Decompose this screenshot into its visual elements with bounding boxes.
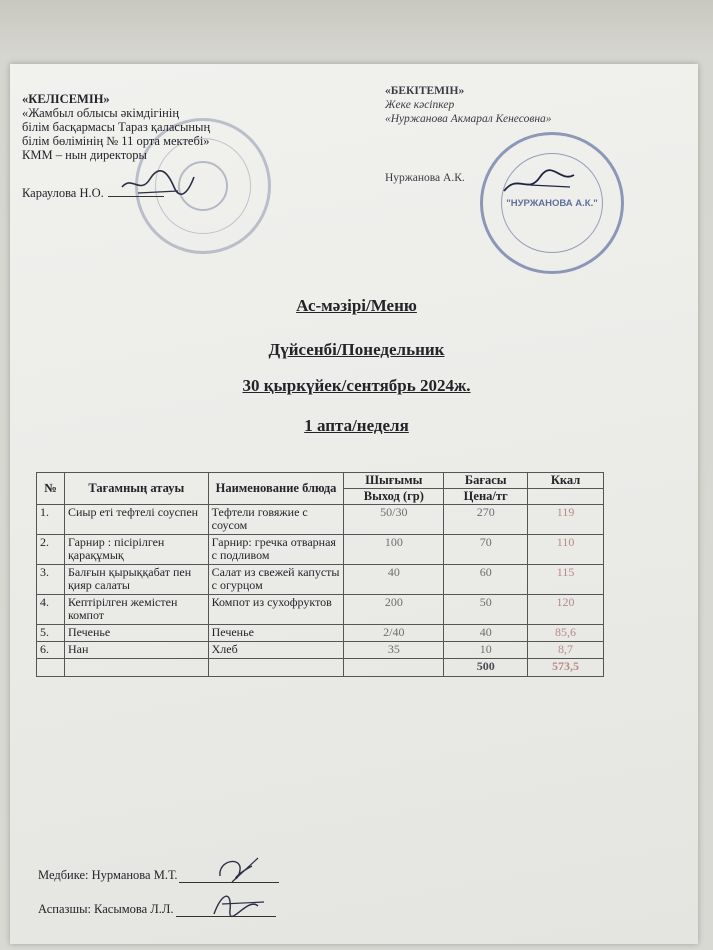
day-title: Дүйсенбі/Понедельник xyxy=(268,340,445,359)
total-price: 500 xyxy=(444,659,528,677)
table-total-row xyxy=(37,659,604,677)
approval-right-line2: «Нуржанова Акмарал Кенесовна» xyxy=(385,113,552,125)
cell-kcal: 8,7 xyxy=(528,642,604,659)
cell-no: 2. xyxy=(37,535,65,565)
table-row xyxy=(37,535,604,565)
cell-price: 270 xyxy=(444,505,528,535)
week-title: 1 апта/неделя xyxy=(304,416,409,435)
approval-left-line3: білім бөлімінің № 11 орта мектебі» xyxy=(22,134,210,148)
cell-kcal: 110 xyxy=(528,535,604,565)
table-row xyxy=(37,505,604,535)
cell-kcal: 115 xyxy=(528,565,604,595)
header-kcal-empty xyxy=(528,489,604,505)
nurse-signature-icon xyxy=(212,852,268,886)
header-output-kz: Шығымы xyxy=(344,473,444,489)
table-header-row xyxy=(37,473,604,489)
header-kcal: Ккал xyxy=(528,473,604,489)
cell-no: 5. xyxy=(37,625,65,642)
cell-price: 40 xyxy=(444,625,528,642)
cell-output: 50/30 xyxy=(344,505,444,535)
table-row xyxy=(37,625,604,642)
cell-name-ru: Гарнир: гречка отварная с подливом xyxy=(208,535,344,565)
approval-left-line1: «Жамбыл облысы әкімдігінің xyxy=(22,106,180,120)
header-name-ru: Наименование блюда xyxy=(208,473,344,505)
cell-name-kz: Балғын қырыққабат пен қияр салаты xyxy=(64,565,208,595)
approval-right-title: «БЕКІТЕМІН» xyxy=(385,85,465,97)
cell-output: 40 xyxy=(344,565,444,595)
footer-cook: Аспазшы: Касымова Л.Л. xyxy=(38,902,174,916)
approval-left-line4: КММ – нын директоры xyxy=(22,148,147,162)
cell-kcal: 119 xyxy=(528,505,604,535)
cell-name-ru: Хлеб xyxy=(208,642,344,659)
table-row xyxy=(37,565,604,595)
header-output-ru: Выход (гр) xyxy=(344,489,444,505)
header-price-ru: Цена/тг xyxy=(444,489,528,505)
header-price-kz: Бағасы xyxy=(444,473,528,489)
approval-left-title: «КЕЛІСЕМІН» xyxy=(22,92,110,106)
menu-table xyxy=(36,472,604,677)
cell-name-kz: Кептірілген жемістен компот xyxy=(64,595,208,625)
cell-name-kz: Гарнир : пісірілген қарақұмық xyxy=(64,535,208,565)
cell-name-ru: Печенье xyxy=(208,625,344,642)
header-no: № xyxy=(37,473,65,505)
cell-name-kz: Печенье xyxy=(64,625,208,642)
cook-signature-icon xyxy=(208,886,268,922)
cell-kcal: 85,6 xyxy=(528,625,604,642)
cell-no: 6. xyxy=(37,642,65,659)
cell-output: 100 xyxy=(344,535,444,565)
header-name-kz: Тағамның атауы xyxy=(64,473,208,505)
cell-price: 10 xyxy=(444,642,528,659)
cell-name-kz: Сиыр еті тефтелі соуспен xyxy=(64,505,208,535)
approval-left-line2: білім басқармасы Тараз қаласының xyxy=(22,120,211,134)
cell-name-ru: Салат из свежей капусты с огурцом xyxy=(208,565,344,595)
cell-no: 4. xyxy=(37,595,65,625)
cell-no: 3. xyxy=(37,565,65,595)
cell-price: 50 xyxy=(444,595,528,625)
cell-price: 60 xyxy=(444,565,528,595)
cell-name-kz: Нан xyxy=(64,642,208,659)
date-title: 30 қыркүйек/сентябрь 2024ж. xyxy=(242,376,471,395)
footer-nurse: Медбике: Нурманова М.Т. xyxy=(38,868,178,882)
approval-right-signer: Нуржанова А.К. xyxy=(385,172,465,184)
table-row xyxy=(37,595,604,625)
cell-kcal: 120 xyxy=(528,595,604,625)
cell-output: 2/40 xyxy=(344,625,444,642)
seal-text: "НУРЖАНОВА А.К." xyxy=(506,197,598,209)
cell-name-ru: Компот из сухофруктов xyxy=(208,595,344,625)
menu-title: Ас-мәзірі/Меню xyxy=(296,296,417,315)
approval-right-line1: Жеке кәсіпкер xyxy=(385,99,455,111)
cell-output: 200 xyxy=(344,595,444,625)
director-signature-icon xyxy=(118,165,198,205)
cell-no: 1. xyxy=(37,505,65,535)
cell-price: 70 xyxy=(444,535,528,565)
cell-name-ru: Тефтели говяжие с соусом xyxy=(208,505,344,535)
total-kcal: 573,5 xyxy=(528,659,604,677)
cell-output: 35 xyxy=(344,642,444,659)
approval-left-signer: Караулова Н.О. xyxy=(22,186,104,200)
table-row xyxy=(37,642,604,659)
entrepreneur-signature-icon xyxy=(500,165,580,201)
